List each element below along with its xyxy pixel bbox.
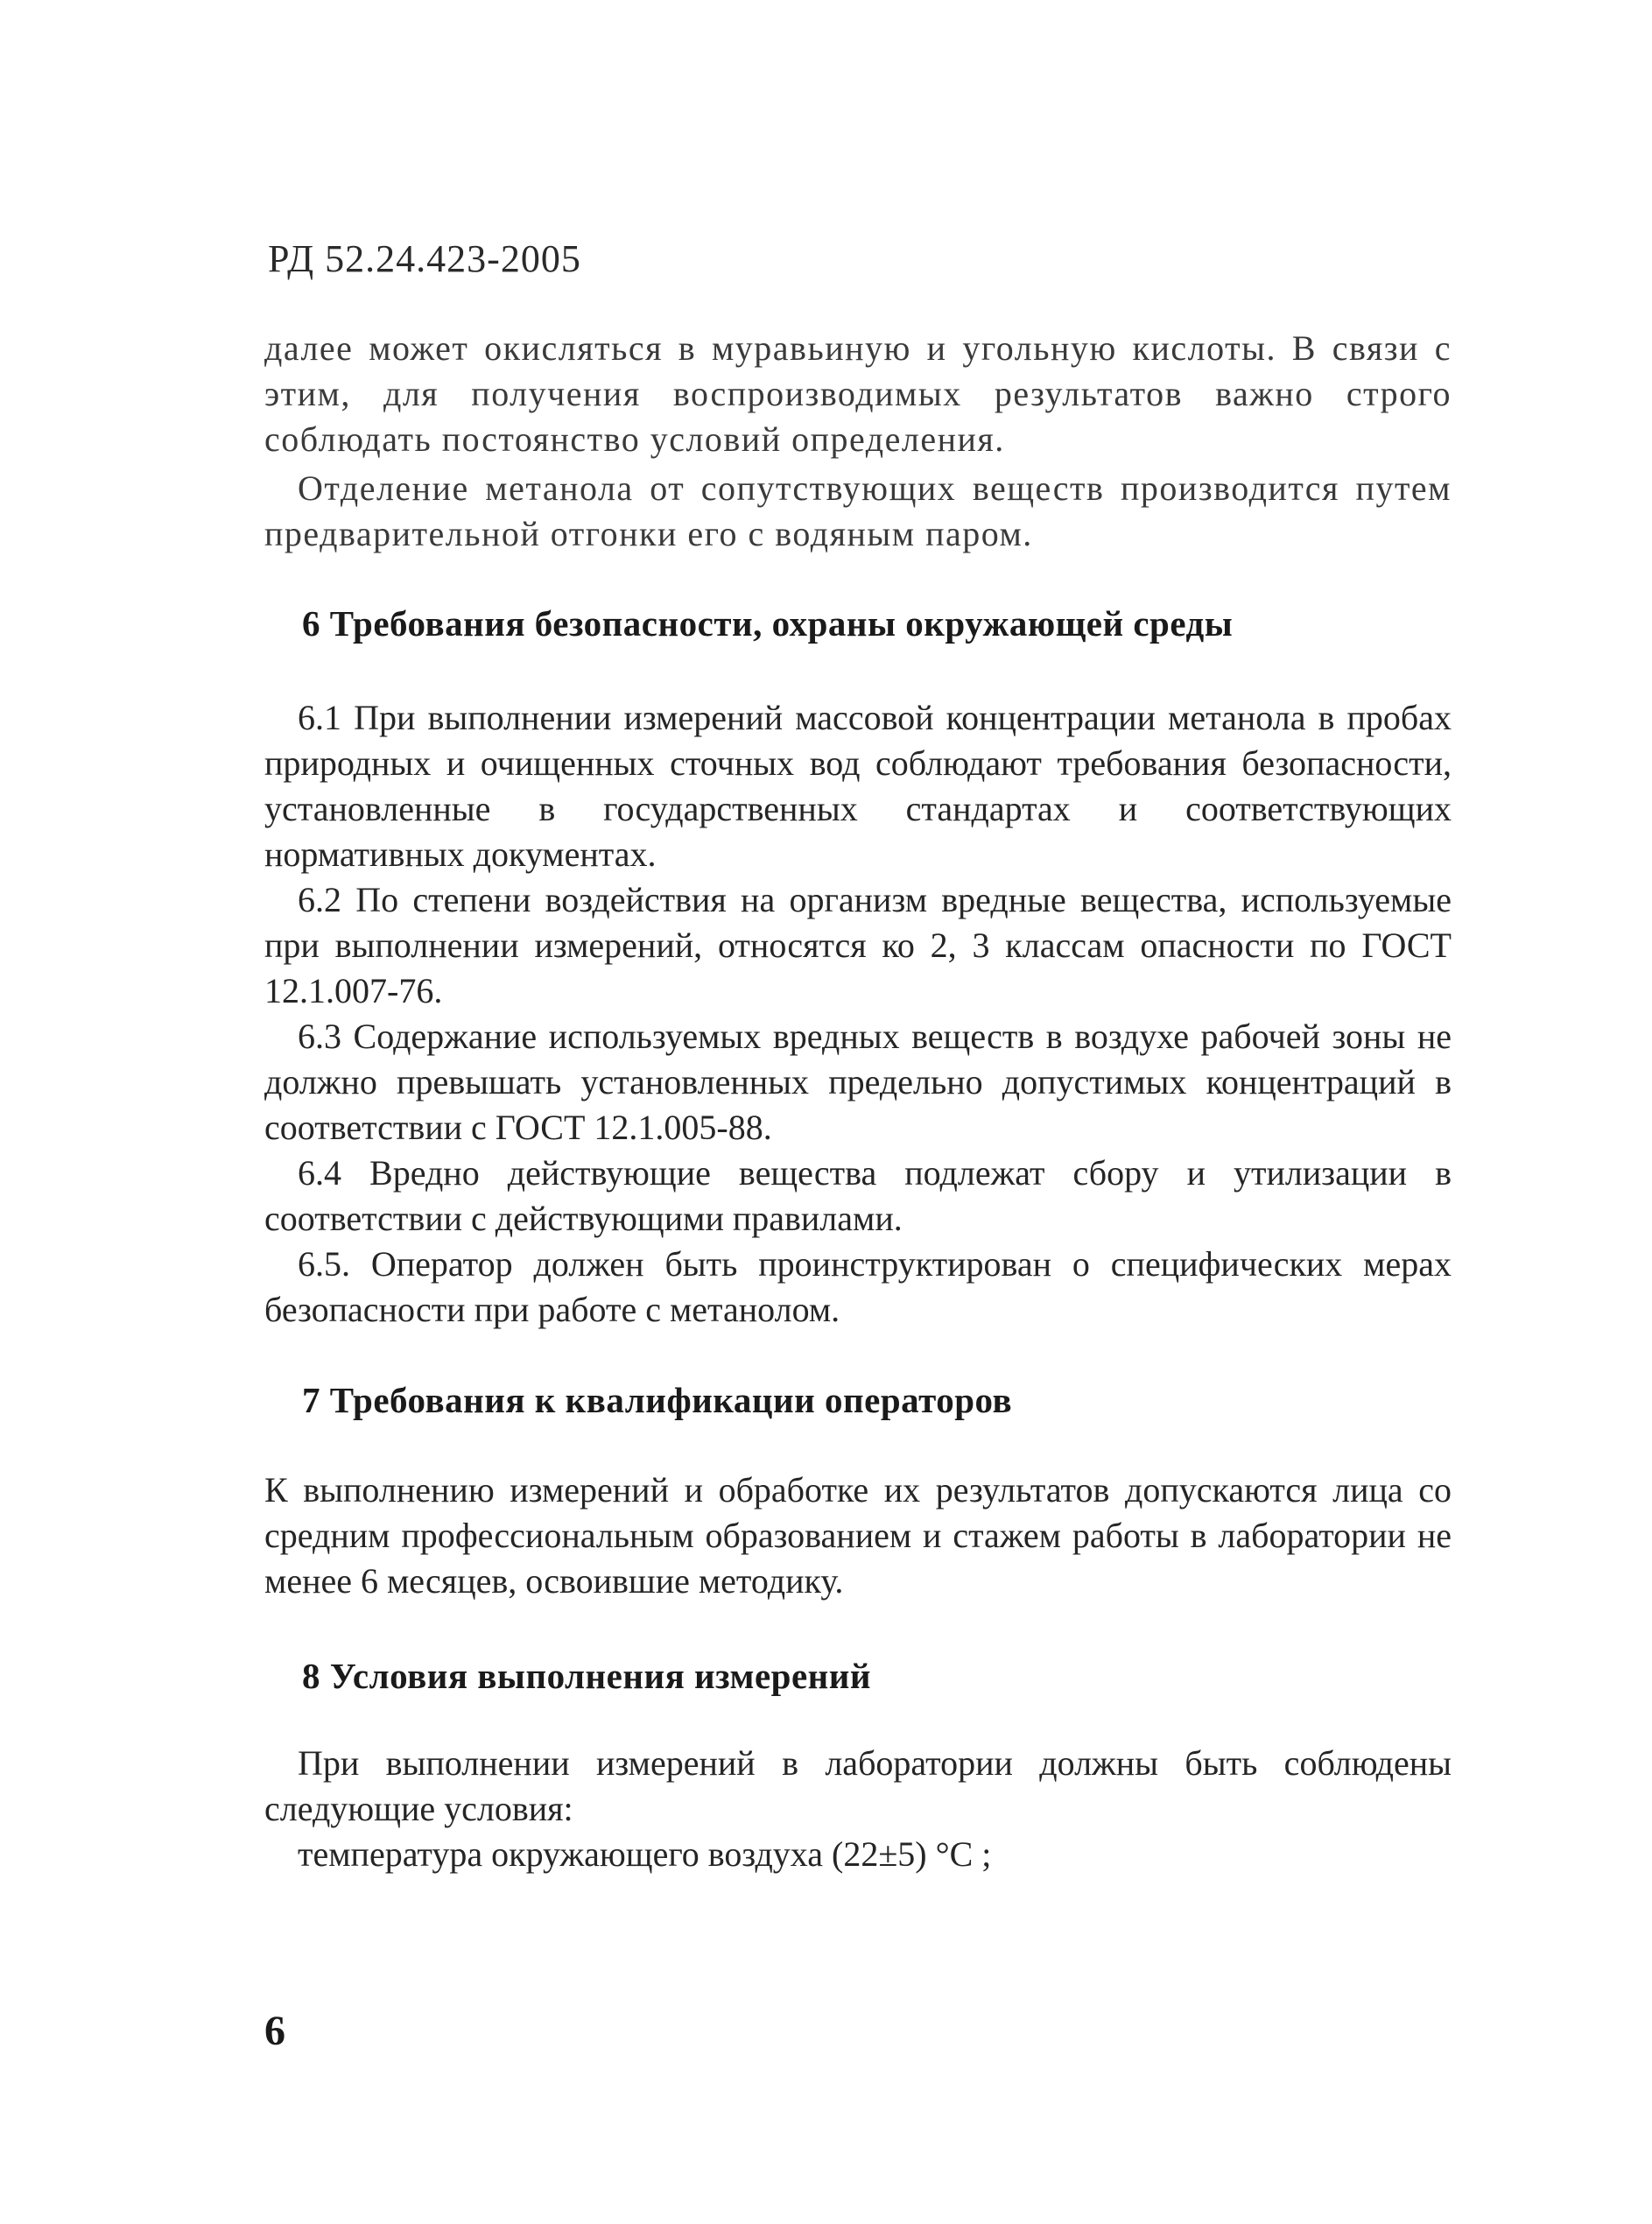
intro-paragraph-1: далее может окисляться в муравьиную и угольную кислоты. В связи с этим, для получения воспроизводимых результатов важно строго соблюдать постоянство условий определения.	[264, 328, 1452, 459]
section-6-3: 6.3 Содержание используемых вредных веществ в воздухе рабочей зоны не должно превышать установленных предельно допустимых концентраций в соответствии с ГОСТ 12.1.005-88.	[264, 1017, 1452, 1147]
intro-paragraph-2: Отделение метанола от сопутствующих веществ производится путем предварительной отгонки его с водяным паром.	[264, 468, 1452, 553]
section-7-body	[264, 1467, 1452, 1604]
section-8-body	[264, 1741, 1452, 1877]
section-6-1: 6.1 При выполнении измерений массовой концентрации метанола в пробах природных и очищенных сточных вод соблюдают требования безопасности, установленные в государственных стандартах и соответствующих нормативных документах.	[264, 698, 1452, 874]
section-7-heading: 7 Требования к квалификации операторов	[302, 1380, 1013, 1420]
section-6-5: 6.5. Оператор должен быть проинструктирован о специфических мерах безопасности при работе с метанолом.	[264, 1244, 1452, 1329]
page-number: 6	[264, 2008, 285, 2054]
section-6-heading: 6 Требования безопасности, охраны окружающей среды	[302, 603, 1234, 644]
intro-block	[264, 326, 1452, 557]
document-code: РД 52.24.423-2005	[268, 237, 581, 280]
section-7-paragraph: К выполнению измерений и обработке их результатов допускаются лица со средним профессиональным образованием и стажем работы в лаборатории не менее 6 месяцев, освоившие методику.	[264, 1470, 1452, 1601]
section-6-4: 6.4 Вредно действующие вещества подлежат сбору и утилизации в соответствии с действующими правилами.	[264, 1153, 1452, 1238]
section-6-2: 6.2 По степени воздействия на организм вредные вещества, используемые при выполнении измерений, относятся ко 2, 3 классам опасности по ГОСТ 12.1.007-76.	[264, 880, 1452, 1010]
section-8-paragraph-2: температура окружающего воздуха (22±5) °С ;	[298, 1834, 992, 1874]
section-8-heading: 8 Условия выполнения измерений	[302, 1656, 872, 1696]
section-8-paragraph-1: При выполнении измерений в лаборатории должны быть соблюдены следующие условия:	[264, 1743, 1452, 1828]
section-6-body	[264, 695, 1452, 1333]
